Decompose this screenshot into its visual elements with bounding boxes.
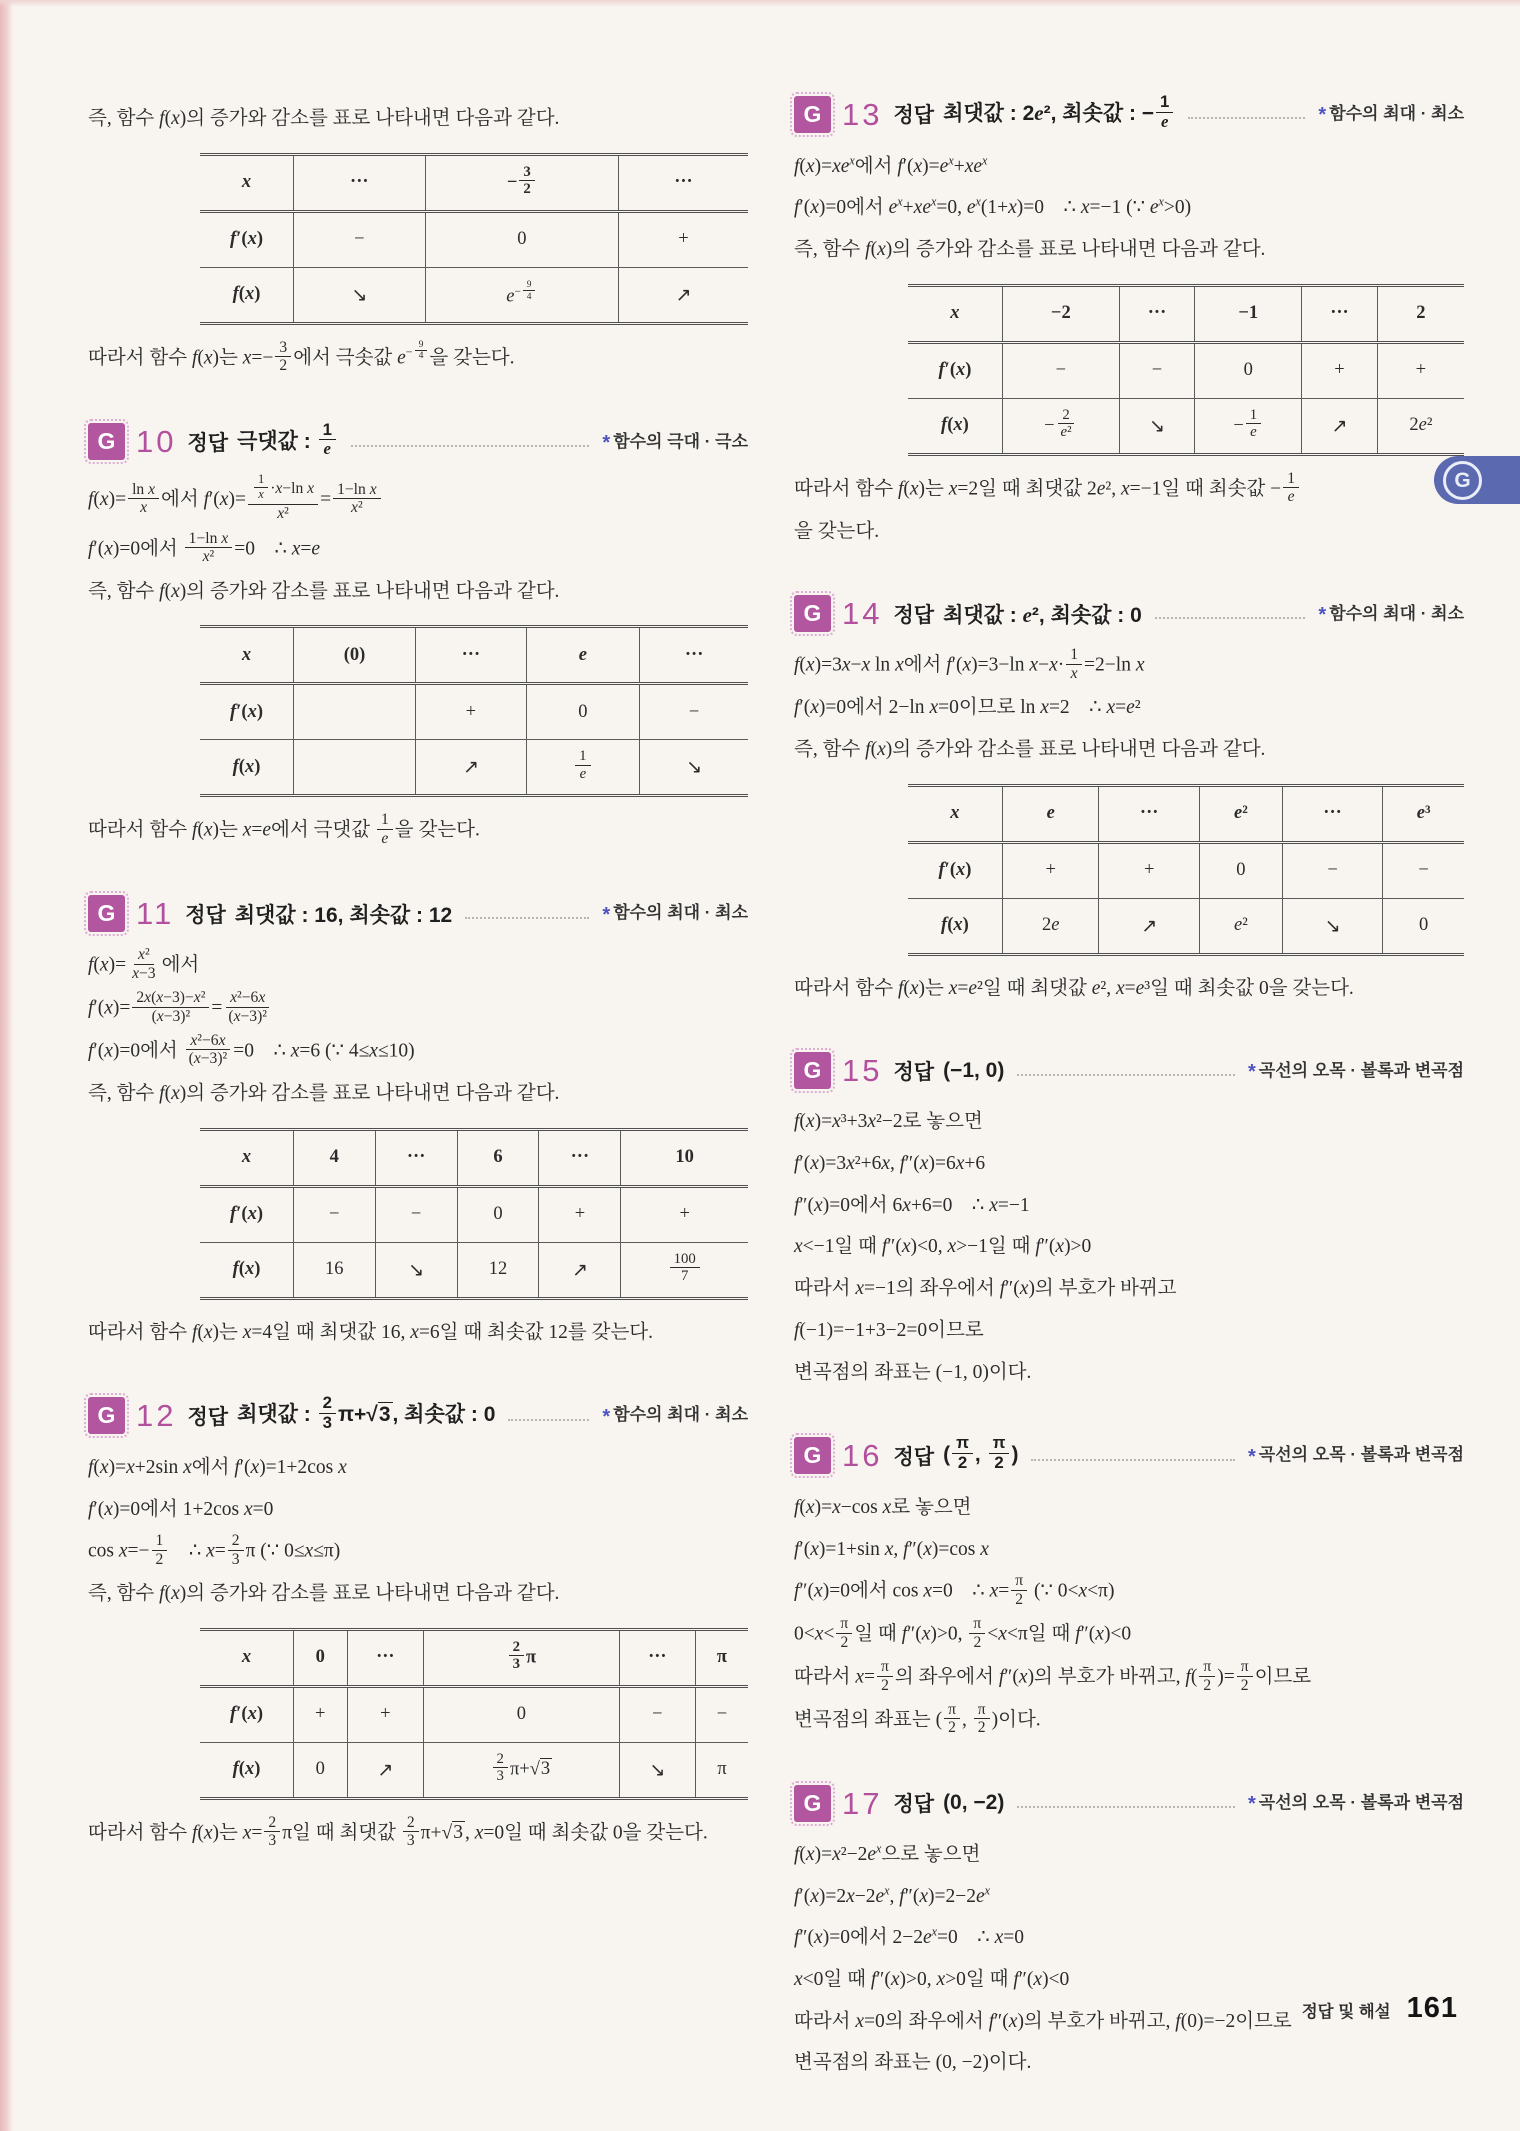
left-column bbox=[88, 95, 748, 1859]
topic-label bbox=[1248, 1793, 1464, 1816]
table-cell: + bbox=[1302, 342, 1378, 398]
table-cell: − bbox=[1282, 842, 1382, 898]
table-header-cell: $\frac{2}{3}$ π bbox=[423, 1629, 619, 1686]
table-cell: + bbox=[1099, 842, 1199, 898]
g17-body bbox=[794, 1838, 1464, 2081]
table-cell: + bbox=[539, 1186, 621, 1242]
topic-label bbox=[602, 903, 748, 926]
table-cell: $\frac{100}{7}$ bbox=[621, 1242, 748, 1298]
topic-text: 곡선의 오목 · 볼록과 변곡점 bbox=[1258, 1060, 1464, 1080]
table-header-cell: x bbox=[908, 285, 1003, 342]
table-header-cell: x bbox=[200, 1629, 293, 1686]
answer-text bbox=[893, 599, 1141, 629]
scan-edge-top bbox=[0, 0, 1520, 7]
g16-body bbox=[794, 1491, 1464, 1739]
table-header-cell: ··· bbox=[416, 627, 526, 684]
answer-text bbox=[893, 1788, 1004, 1818]
solution-line: 따라서 함수 f(x)는 x=e에서 극댓값 $\frac{1}{e}$ 을 갖는다. bbox=[88, 811, 480, 847]
g12-body bbox=[88, 1451, 748, 1852]
table-cell: 0 bbox=[526, 684, 640, 740]
table-cell: + bbox=[416, 684, 526, 740]
asterisk-icon: * bbox=[1318, 104, 1327, 127]
table-cell: 0 bbox=[1383, 898, 1464, 954]
chapter-letter-g-icon: G bbox=[1443, 461, 1482, 500]
table-header-cell: ··· bbox=[1282, 785, 1382, 842]
table-cell: ↘ bbox=[375, 1242, 457, 1298]
table-cell: − bbox=[1119, 342, 1195, 398]
g14-header bbox=[794, 595, 1464, 632]
asterisk-icon: * bbox=[1318, 603, 1327, 626]
table-header-cell: ··· bbox=[619, 1629, 695, 1686]
topic-label bbox=[1248, 1061, 1464, 1081]
topic-text: 함수의 최대 · 최소 bbox=[613, 903, 748, 923]
table-header-cell: ··· bbox=[640, 627, 748, 684]
table-header-cell: e bbox=[526, 627, 640, 684]
answer-text bbox=[893, 1433, 1019, 1475]
section-g11 bbox=[88, 895, 748, 1350]
answer-value: 최댓값 : e², 최솟값 : 0 bbox=[943, 602, 1142, 627]
solution-line: 변곡점의 좌표는 (0, −2)이다. bbox=[794, 2052, 1032, 2074]
footer-label: 정답 및 해설 bbox=[1301, 2003, 1391, 2021]
table-cell: f(x) bbox=[941, 915, 969, 936]
solution-line: f′(x)=3x²+6x, f″(x)=6x+6 bbox=[794, 1153, 986, 1175]
solution-line: f′(x)=1+sin x, f″(x)=cos x bbox=[794, 1538, 989, 1560]
increase-decrease-table bbox=[908, 284, 1464, 456]
g10-header bbox=[88, 419, 748, 462]
solution-line: f(x)=x+2sin x에서 f′(x)=1+2cos x bbox=[88, 1456, 347, 1478]
increase-decrease-table bbox=[200, 153, 748, 325]
table-cell: ↘ bbox=[640, 740, 748, 796]
g09-continuation-body bbox=[88, 102, 748, 377]
table-cell: f(x) bbox=[232, 1759, 261, 1780]
table-header-cell: x bbox=[200, 1129, 293, 1186]
asterisk-icon: * bbox=[1248, 1060, 1256, 1083]
problem-number: 15 bbox=[842, 1053, 883, 1089]
table-cell: $\frac{2}{3}$ π+√3 bbox=[423, 1742, 619, 1798]
problem-badge: G bbox=[88, 1397, 125, 1434]
table-cell: f(x) bbox=[232, 284, 261, 305]
section-g13 bbox=[794, 92, 1464, 549]
table-header-cell: ··· bbox=[347, 1629, 423, 1686]
solution-line: f″(x)=0에서 $2-2e^x=0$ ∴ x=0 bbox=[794, 1924, 1024, 1949]
solution-line: 따라서 함수 f(x)는 x=e²일 때 최댓값 e², x=e³일 때 최솟값 0을 갖는다. bbox=[794, 977, 1354, 999]
solution-line: f′(x)=0에서 2−ln x=0이므로 ln x=2 ∴ x=e² bbox=[794, 697, 1141, 719]
solution-line: 즉, 함수 f(x)의 증가와 감소를 표로 나타내면 다음과 같다. bbox=[794, 738, 1266, 760]
table-cell: − bbox=[695, 1686, 748, 1742]
solution-line: 을 갖는다. bbox=[794, 520, 880, 542]
answer-label: 정답 bbox=[185, 903, 226, 927]
solution-line: f(x)=3x−x ln x에서 f′(x)=3−ln x−x· $\frac{1}{x}$ =2−ln x bbox=[794, 646, 1145, 682]
solution-line: 따라서 x=0의 좌우에서 f″(x)의 부호가 바뀌고, f(0)=−2이므로 bbox=[794, 2010, 1292, 2032]
solution-line: 따라서 함수 f(x)는 x=2일 때 최댓값 2e², x=−1일 때 최솟값 − $\frac{1}{e}$ bbox=[794, 472, 1464, 508]
problem-number: 10 bbox=[136, 424, 177, 460]
answer-text bbox=[185, 899, 452, 929]
answer-text bbox=[893, 92, 1175, 134]
problem-badge: G bbox=[794, 1052, 831, 1089]
answer-value: 최댓값 : 2e², 최솟값 : − $\frac{1}{e}$ bbox=[943, 95, 1175, 134]
solution-line: x<0일 때 f″(x)>0, x>0일 때 f″(x)<0 bbox=[794, 1969, 1070, 1991]
table-cell: f(x) bbox=[941, 415, 969, 436]
table-cell: + bbox=[347, 1686, 423, 1742]
problem-badge: G bbox=[794, 595, 831, 632]
table-cell: − bbox=[640, 684, 748, 740]
table-cell: $\frac{1}{e}$ bbox=[526, 740, 640, 796]
g14-body bbox=[794, 648, 1464, 1006]
table-header-cell: ··· bbox=[1302, 285, 1378, 342]
solution-line: 즉, 함수 f(x)의 증가와 감소를 표로 나타내면 다음과 같다. bbox=[794, 239, 1266, 261]
solution-line: 즉, 함수 f(x)의 증가와 감소를 표로 나타내면 다음과 같다. bbox=[88, 580, 560, 602]
solution-line: f(x)=x−cos x로 놓으면 bbox=[794, 1496, 972, 1518]
solution-line: f″(x)=0에서 6x+6=0 ∴ x=−1 bbox=[794, 1194, 1030, 1216]
table-cell: + bbox=[1377, 342, 1464, 398]
answer-label: 정답 bbox=[893, 104, 935, 128]
dotted-leader bbox=[1188, 115, 1305, 119]
table-cell: − bbox=[619, 1686, 695, 1742]
table-header-cell: 2 bbox=[1377, 285, 1464, 342]
asterisk-icon: * bbox=[602, 903, 611, 926]
table-header-cell: ··· bbox=[618, 154, 748, 211]
solution-line: f′(x)= $\frac{\text{2x(x−3)−x²}}{\text{(x−3)²}}$ = $\frac{\text{x²−6x}}{\text{(x−3)²}}$ bbox=[88, 991, 748, 1027]
scan-edge-left bbox=[0, 0, 13, 2131]
answer-value: 극댓값 : $\frac{1}{e}$ bbox=[237, 423, 338, 462]
g15-body bbox=[794, 1105, 1464, 1390]
table-cell: π bbox=[695, 1742, 748, 1798]
table-header-cell: x bbox=[200, 154, 293, 211]
table-cell: ↗ bbox=[1099, 898, 1199, 954]
section-g09-continuation bbox=[88, 102, 748, 377]
solution-line: 따라서 함수 f(x)는 x= $\frac{2}{3}$ π일 때 최댓값 $\frac{2}{3}$ π+√3 , x=0일 때 최솟값 0을 갖는다. bbox=[88, 1813, 708, 1850]
dotted-leader bbox=[1017, 1804, 1235, 1808]
dotted-leader bbox=[1017, 1072, 1235, 1076]
right-column bbox=[794, 92, 1464, 2088]
problem-badge: G bbox=[88, 423, 125, 460]
table-cell: 12 bbox=[457, 1242, 539, 1298]
dotted-leader bbox=[1155, 615, 1306, 619]
problem-badge: G bbox=[88, 895, 125, 932]
increase-decrease-table bbox=[200, 1128, 748, 1300]
problem-number: 13 bbox=[842, 96, 883, 132]
topic-text: 곡선의 오목 · 볼록과 변곡점 bbox=[1258, 1793, 1464, 1813]
table-header-cell: (0) bbox=[293, 627, 415, 684]
answer-label: 정답 bbox=[893, 1445, 935, 1469]
increase-decrease-table bbox=[908, 784, 1464, 956]
topic-label bbox=[1318, 104, 1464, 127]
table-header-cell: 4 bbox=[293, 1129, 375, 1186]
table-cell: − $\frac{1}{e}$ bbox=[1195, 398, 1302, 454]
solution-line: x<−1일 때 f″(x)<0, x>−1일 때 f″(x)>0 bbox=[794, 1236, 1092, 1258]
solution-line: 즉, 함수 f(x)의 증가와 감소를 표로 나타내면 다음과 같다. bbox=[88, 1583, 560, 1605]
table-header-cell: ··· bbox=[1099, 785, 1199, 842]
answer-label: 정답 bbox=[893, 1060, 935, 1084]
table-header-cell: ··· bbox=[293, 154, 425, 211]
table-cell: f′(x) bbox=[200, 1686, 293, 1742]
problem-number: 16 bbox=[842, 1438, 883, 1474]
table-header-cell: 0 bbox=[293, 1629, 347, 1686]
asterisk-icon: * bbox=[602, 1405, 611, 1428]
answer-text bbox=[893, 1056, 1004, 1086]
g13-header bbox=[794, 92, 1464, 134]
topic-label bbox=[602, 1405, 748, 1428]
section-g14 bbox=[794, 595, 1464, 1006]
chapter-tab bbox=[1434, 456, 1520, 504]
table-header-cell: x bbox=[200, 627, 293, 684]
table-cell: + bbox=[293, 1686, 347, 1742]
table-cell: 2e² bbox=[1377, 398, 1464, 454]
table-cell: f(x) bbox=[232, 1259, 261, 1280]
g10-body bbox=[88, 472, 748, 849]
increase-decrease-table bbox=[200, 1628, 748, 1800]
topic-text: 함수의 최대 · 최소 bbox=[613, 1405, 748, 1425]
answer-value: 최댓값 : 16, 최솟값 : 12 bbox=[234, 903, 453, 927]
answer-text bbox=[187, 419, 337, 462]
topic-text: 함수의 최대 · 최소 bbox=[1329, 603, 1464, 623]
table-cell: e² bbox=[1199, 898, 1282, 954]
table-cell: + bbox=[618, 211, 748, 267]
problem-badge: G bbox=[794, 1785, 831, 1822]
answer-text bbox=[187, 1393, 496, 1435]
table-cell: ↗ bbox=[618, 267, 748, 323]
table-header-cell: 6 bbox=[457, 1129, 539, 1186]
section-g10 bbox=[88, 419, 748, 850]
table-cell: ↘ bbox=[293, 267, 425, 323]
problem-badge: G bbox=[794, 1437, 831, 1474]
answer-value: 최댓값 : $\frac{2}{3}$ π+√3, 최솟값 : 0 bbox=[237, 1393, 496, 1433]
table-cell: 2e bbox=[1002, 898, 1099, 954]
answer-label: 정답 bbox=[187, 431, 229, 455]
problem-number: 11 bbox=[136, 896, 175, 932]
table-cell bbox=[293, 684, 415, 740]
solution-line: f(x)= $\frac{\text{x²}}{x-3}$ 에서 bbox=[88, 946, 200, 982]
table-cell: − bbox=[375, 1186, 457, 1242]
asterisk-icon: * bbox=[602, 431, 611, 454]
solution-line: 즉, 함수 f(x)의 증가와 감소를 표로 나타내면 다음과 같다. bbox=[88, 1082, 560, 1104]
table-header-cell: e³ bbox=[1383, 785, 1464, 842]
solution-line: cos x=− $\frac{1}{2}$ ∴ x= $\frac{2}{3}$ π (∵ 0≤x≤π) bbox=[88, 1532, 341, 1568]
table-cell: + bbox=[1002, 842, 1099, 898]
increase-decrease-table bbox=[200, 625, 748, 797]
table-header-cell: −1 bbox=[1195, 285, 1302, 342]
asterisk-icon: * bbox=[1248, 1445, 1256, 1468]
table-header-cell: ··· bbox=[539, 1129, 621, 1186]
page-footer bbox=[1302, 1992, 1458, 2025]
table-cell bbox=[293, 740, 415, 796]
table-cell: f′(x) bbox=[908, 842, 1003, 898]
table-cell: + bbox=[621, 1186, 748, 1242]
table-cell: ↗ bbox=[347, 1742, 423, 1798]
table-header-cell: x bbox=[908, 785, 1003, 842]
table-cell: $e^{- \frac{9}{4}}$ bbox=[425, 267, 618, 323]
table-header-cell: π bbox=[695, 1629, 748, 1686]
section-g12 bbox=[88, 1393, 748, 1852]
solution-line: 즉, 함수 f(x)의 증가와 감소를 표로 나타내면 다음과 같다. bbox=[88, 108, 560, 129]
table-cell: − bbox=[293, 211, 425, 267]
topic-label bbox=[1248, 1445, 1464, 1468]
table-cell: 0 bbox=[293, 1742, 347, 1798]
table-cell: 16 bbox=[293, 1242, 375, 1298]
page-number: 161 bbox=[1406, 1992, 1458, 2024]
dotted-leader bbox=[1031, 1457, 1235, 1461]
solution-line: f(x)=x³+3x²−2로 놓으면 bbox=[794, 1111, 983, 1133]
solution-line: 0<x< $\frac{\pi}{2}$ 일 때 f″(x)>0, $\frac{\pi}{2}$ <x<π일 때 f″(x)<0 bbox=[794, 1615, 1132, 1651]
section-g15 bbox=[794, 1052, 1464, 1390]
topic-label bbox=[602, 432, 748, 452]
answer-value: ( $\frac{\pi}{2}$ , $\frac{\pi}{2}$ ) bbox=[943, 1433, 1019, 1473]
topic-text: 함수의 최대 · 최소 bbox=[1329, 104, 1464, 124]
g17-header bbox=[794, 1785, 1464, 1822]
table-cell: − bbox=[1002, 342, 1119, 398]
dotted-leader bbox=[465, 915, 589, 919]
table-cell: f′(x) bbox=[200, 211, 293, 267]
table-cell: ↗ bbox=[416, 740, 526, 796]
solution-line: $f(x)=x^2-2e^x$으로 놓으면 bbox=[794, 1841, 981, 1865]
table-cell: ↘ bbox=[619, 1742, 695, 1798]
answer-value: (0, −2) bbox=[943, 1791, 1005, 1815]
table-cell: f(x) bbox=[232, 756, 261, 777]
table-cell: f′(x) bbox=[200, 684, 293, 740]
problem-number: 17 bbox=[842, 1785, 883, 1821]
topic-text: 함수의 극대 · 극소 bbox=[613, 431, 748, 451]
answer-value: (−1, 0) bbox=[943, 1058, 1005, 1082]
problem-number: 12 bbox=[136, 1398, 177, 1434]
table-header-cell: ··· bbox=[1119, 285, 1195, 342]
solution-line: 변곡점의 좌표는 ( $\frac{\pi}{2}$ , $\frac{\pi}{2}$ )이다. bbox=[794, 1701, 1041, 1737]
topic-text: 곡선의 오목 · 볼록과 변곡점 bbox=[1258, 1445, 1464, 1465]
problem-badge: G bbox=[794, 96, 831, 133]
solution-line: f′(x)=0에서 $\frac{\text{x²−6x}}{\text{(x−3)²}}$ =0 ∴ x=6 (∵ 4≤x≤10) bbox=[88, 1031, 415, 1068]
g12-header bbox=[88, 1393, 748, 1435]
solution-line: f″(x)=0에서 cos x=0 ∴ x= $\frac{\pi}{2}$ (∵ 0<x<π) bbox=[794, 1572, 1115, 1608]
asterisk-icon: * bbox=[1248, 1793, 1256, 1816]
solution-line: $f(x)=xe^x$에서 $f'(x)=e^x+xe^x$ bbox=[794, 153, 988, 177]
answer-label: 정답 bbox=[893, 603, 935, 627]
table-cell: 0 bbox=[457, 1186, 539, 1242]
table-cell: 0 bbox=[1195, 342, 1302, 398]
g11-header bbox=[88, 895, 748, 932]
solution-line: f′(x)=0에서 $\frac{\text{1−ln x}}{\text{x²}}$ =0 ∴ x=e bbox=[88, 529, 321, 566]
table-cell: ↗ bbox=[539, 1242, 621, 1298]
table-cell: − bbox=[293, 1186, 375, 1242]
answer-label: 정답 bbox=[187, 1405, 229, 1429]
topic-label bbox=[1318, 604, 1464, 624]
table-cell: ↘ bbox=[1282, 898, 1382, 954]
solution-line: f′(x)=0에서 $e^x+xe^x=0$, $e^x(1+x)=0$ ∴ x=−1 (∵ $e^x>0$) bbox=[794, 194, 1192, 219]
table-cell: ↘ bbox=[1119, 398, 1195, 454]
table-cell: 0 bbox=[425, 211, 618, 267]
g13-body bbox=[794, 150, 1464, 550]
solution-line: 따라서 함수 f(x)는 x=4일 때 최댓값 16, x=6일 때 최솟값 12를 갖는다. bbox=[88, 1321, 654, 1343]
table-cell: − bbox=[1383, 842, 1464, 898]
table-header-cell: e bbox=[1002, 785, 1099, 842]
solution-line: f(x)= $\frac{\text{ln x}}{x}$ 에서 f′(x)= $\frac{1}{x}$ ·x−ln x x² = $\frac{\text{1−ln x}}{\text{x²}}$ bbox=[88, 477, 748, 524]
answer-label: 정답 bbox=[893, 1793, 935, 1817]
table-cell: − $\frac{2}{\text{e²}}$ bbox=[1002, 398, 1119, 454]
table-cell: 0 bbox=[1199, 842, 1282, 898]
table-cell: f′(x) bbox=[200, 1186, 293, 1242]
solution-line: $f'(x)=2x-2e^x$, $f''(x)=2-2e^x$ bbox=[794, 1883, 991, 1907]
table-header-cell: ··· bbox=[375, 1129, 457, 1186]
solution-line: 변곡점의 좌표는 (−1, 0)이다. bbox=[794, 1361, 1032, 1383]
section-g16 bbox=[794, 1433, 1464, 1739]
solution-line: 따라서 x=−1의 좌우에서 f″(x)의 부호가 바뀌고 bbox=[794, 1278, 1177, 1300]
table-header-cell: e² bbox=[1199, 785, 1282, 842]
section-g17 bbox=[794, 1785, 1464, 2081]
table-cell: ↗ bbox=[1302, 398, 1378, 454]
table-header-cell: 10 bbox=[621, 1129, 748, 1186]
solution-line: f(−1)=−1+3−2=0이므로 bbox=[794, 1319, 984, 1341]
solution-line: f′(x)=0에서 1+2cos x=0 bbox=[88, 1498, 274, 1520]
g11-body bbox=[88, 948, 748, 1350]
solution-line: 따라서 x= $\frac{\pi}{2}$ 의 좌우에서 f″(x)의 부호가 바뀌고, f( $\frac{\pi}{2}$ )= $\frac{\pi}{2}$ 이므로 bbox=[794, 1658, 1312, 1694]
dotted-leader bbox=[351, 443, 589, 447]
dotted-leader bbox=[508, 1417, 589, 1421]
table-header-cell: − $\frac{3}{2}$ bbox=[425, 154, 618, 211]
problem-number: 14 bbox=[842, 596, 883, 632]
table-cell: 0 bbox=[423, 1686, 619, 1742]
g16-header bbox=[794, 1433, 1464, 1475]
table-cell: f′(x) bbox=[908, 342, 1003, 398]
g15-header bbox=[794, 1052, 1464, 1089]
table-header-cell: −2 bbox=[1002, 285, 1119, 342]
solution-line: 따라서 함수 f(x)는 x=− $\frac{3}{2}$ 에서 극솟값 $e^{- \frac{9}{4}}$ 을 갖는다. bbox=[88, 338, 515, 375]
